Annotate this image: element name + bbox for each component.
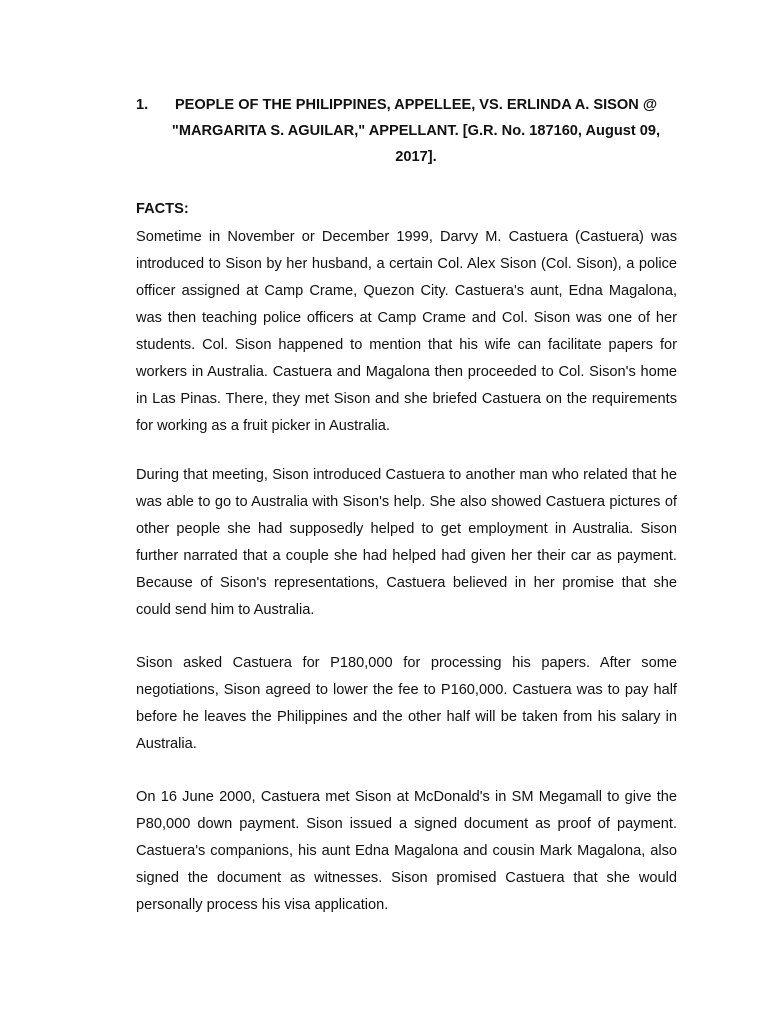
facts-heading: FACTS: — [136, 201, 189, 217]
facts-paragraph-2: During that meeting, Sison introduced Castuera to another man who related that he was able to go to Australia with Sison's help. She also showed Castuera pictures of other people she had supposedly helped to get employment in Australia. Sison further narrated that a couple she had helped had given her their car as payment. Because of Sison's representations, Castuera believed in her promise that she could send him to Australia. — [136, 467, 677, 618]
facts-paragraph-1: Sometime in November or December 1999, Darvy M. Castuera (Castuera) was introduced to Sison by her husband, a certain Col. Alex Sison (Col. Sison), a police officer assigned at Camp Crame, Quezon City. Castuera's aunt, Edna Magalona, was then teaching police officers at Camp Crame and Col. Sison was one of her students. Col. Sison happened to mention that his wife can facilitate papers for workers in Australia. Castuera and Magalona then proceeded to Col. Sison's home in Las Pinas. There, they met Sison and she briefed Castuera on the requirements for working as a fruit picker in Australia. — [136, 229, 677, 434]
facts-paragraph-4: On 16 June 2000, Castuera met Sison at McDonald's in SM Megamall to give the P80,000 down payment. Sison issued a signed document as proof of payment. Castuera's companions, his aunt Edna Magalona and cousin Mark Magalona, also signed the document as witnesses. Sison promised Castuera that she would personally process his visa application. — [136, 789, 677, 913]
case-title-block — [136, 92, 676, 170]
case-number: 1. — [136, 97, 149, 113]
case-title: PEOPLE OF THE PHILIPPINES, APPELLEE, VS. ERLINDA A. SISON @ "MARGARITA S. AGUILAR," APPELLANT. [G.R. No. 187160, August 09, 2017]. — [171, 97, 661, 165]
facts-paragraph-3: Sison asked Castuera for P180,000 for processing his papers. After some negotiations, Sison agreed to lower the fee to P160,000. Castuera was to pay half before he leaves the Philippines and the other half will be taken from his salary in Australia. — [136, 655, 677, 752]
